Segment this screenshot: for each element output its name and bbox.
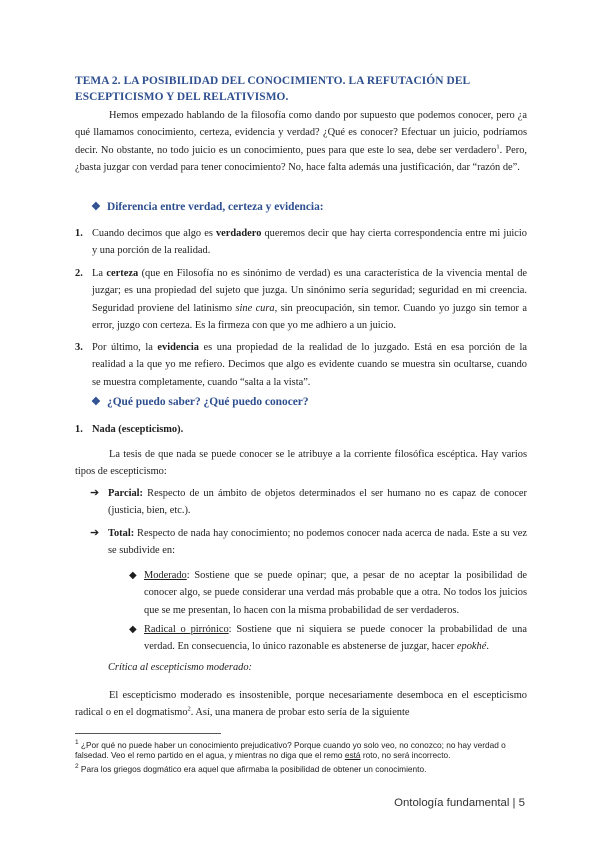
sub-item-radical: Radical o pirrónico: Sostiene que ni siquiera se puede conocer la probabilidad de una verdad. En consecuencia, lo único razonable es abstenerse de juzgar, hacer epokhé.: [144, 624, 527, 653]
arrow-item-total: Total: Respecto de nada hay conocimiento; no podemos conocer nada acerca de nada. Este a su vez se subdivide en:: [108, 528, 527, 557]
diamond-bullet-icon: ◆: [129, 570, 137, 581]
arrow-right-icon: ➔: [90, 487, 100, 499]
arrow-right-icon: ➔: [90, 527, 100, 539]
diamond-icon: ❖: [91, 396, 101, 408]
diamond-bullet-icon: ◆: [129, 624, 137, 635]
paragraph-critica: El escepticismo moderado es insostenible, porque necesariamente desemboca en el escepticismo radical o en el dogmatismo$^2$. Así, una manera de probar esto sería de la siguiente: [75, 690, 527, 719]
diamond-icon: ❖: [91, 201, 101, 213]
list-number: 1.: [75, 424, 83, 435]
page-footer: Ontología fundamental | 5: [394, 797, 525, 809]
subheading-nada: Nada (escepticismo).: [92, 424, 184, 435]
list-number: 3.: [75, 342, 83, 353]
page-title: TEMA 2. LA POSIBILIDAD DEL CONOCIMIENTO. LA REFUTACIÓN DEL ESCEPTICISMO Y DEL RELATIVISMO.: [75, 75, 470, 103]
sub-item-moderado: Moderado: Sostiene que se puede opinar; que, a pesar de no aceptar la posibilidad de conocer algo, se puede considerar una verdad más probable que a otra. No todos los juicios que se me presentan, lo hacen con la misma probabilidad de ser verdaderos.: [144, 570, 527, 616]
section-heading-what-can-i-know: ❖ ¿Qué puedo saber? ¿Qué puedo conocer?: [91, 396, 309, 408]
footnote-ref-2[interactable]: 2: [187, 705, 191, 713]
intro-paragraph: Hemos empezado hablando de la filosofía como dando por supuesto que podemos conocer, pero ¿a qué llamamos conocimiento, certeza, evidencia y verdad? ¿Qué es conocer? Efectuar un juicio, podríamos decir. No obstante, no todo juicio es un conocimiento, pues para que este lo sea, debe ser verdadero$^1$. Pero, ¿basta juzgar con verdad para tener conocimiento? No, hace falta además una justificación, dar “razón de”.: [75, 110, 527, 173]
footnote-2: $^2$ Para los griegos dogmático era aquel que afirmaba la posibilidad de obtener un conocimiento.: [75, 763, 427, 774]
subheading-critica: Crítica al escepticismo moderado:: [108, 662, 253, 673]
section-heading-differences: ❖ Diferencia entre verdad, certeza y evidencia:: [91, 201, 324, 213]
footnote-1: $^1$ ¿Por qué no puede haber un conocimiento prejudicativo? Porque cuando yo solo veo, no conozco; no hay verdad o falsedad. Veo el remo partido en el agua, y mientras no diga que el remo está roto, no será incorrecto.: [75, 739, 506, 761]
paragraph-tesis: La tesis de que nada se puede conocer se le atribuye a la corriente filosófica escéptica. Hay varios tipos de escepticismo:: [75, 449, 527, 478]
list-item-certeza: La certeza (que en Filosofía no es sinónimo de verdad) es una característica de la vivencia mental de juzgar; es una propiedad del sujeto que juzga. Un sinónimo sería seguridad; seguridad en mi creencia. Seguridad proviene del latinismo sine cura, sin preocupación, sin temor. Cuando yo juzgo sin temor a error, juzgo con certeza. Es la firmeza con que yo me adhiero a un juicio.: [92, 268, 527, 331]
list-item-verdad: Cuando decimos que algo es verdadero queremos decir que hay cierta correspondencia entre mi juicio y una porción de la realidad.: [92, 228, 527, 257]
footnote-ref-1[interactable]: 1: [496, 143, 500, 151]
list-number: 1.: [75, 228, 83, 239]
list-number: 2.: [75, 268, 83, 279]
footnote-divider: [75, 733, 221, 734]
list-item-evidencia: Por último, la evidencia es una propiedad de la realidad de lo juzgado. Está en esa porción de la realidad a la que yo me refiero. Decimos que algo es evidente cuando se muestra sin ocultarse, cuando se muestra completamente, cuando “salta a la vista”.: [92, 342, 527, 388]
arrow-item-parcial: Parcial: Respecto de un ámbito de objetos determinados el ser humano no es capaz de conocer (justicia, bien, etc.).: [108, 488, 527, 517]
